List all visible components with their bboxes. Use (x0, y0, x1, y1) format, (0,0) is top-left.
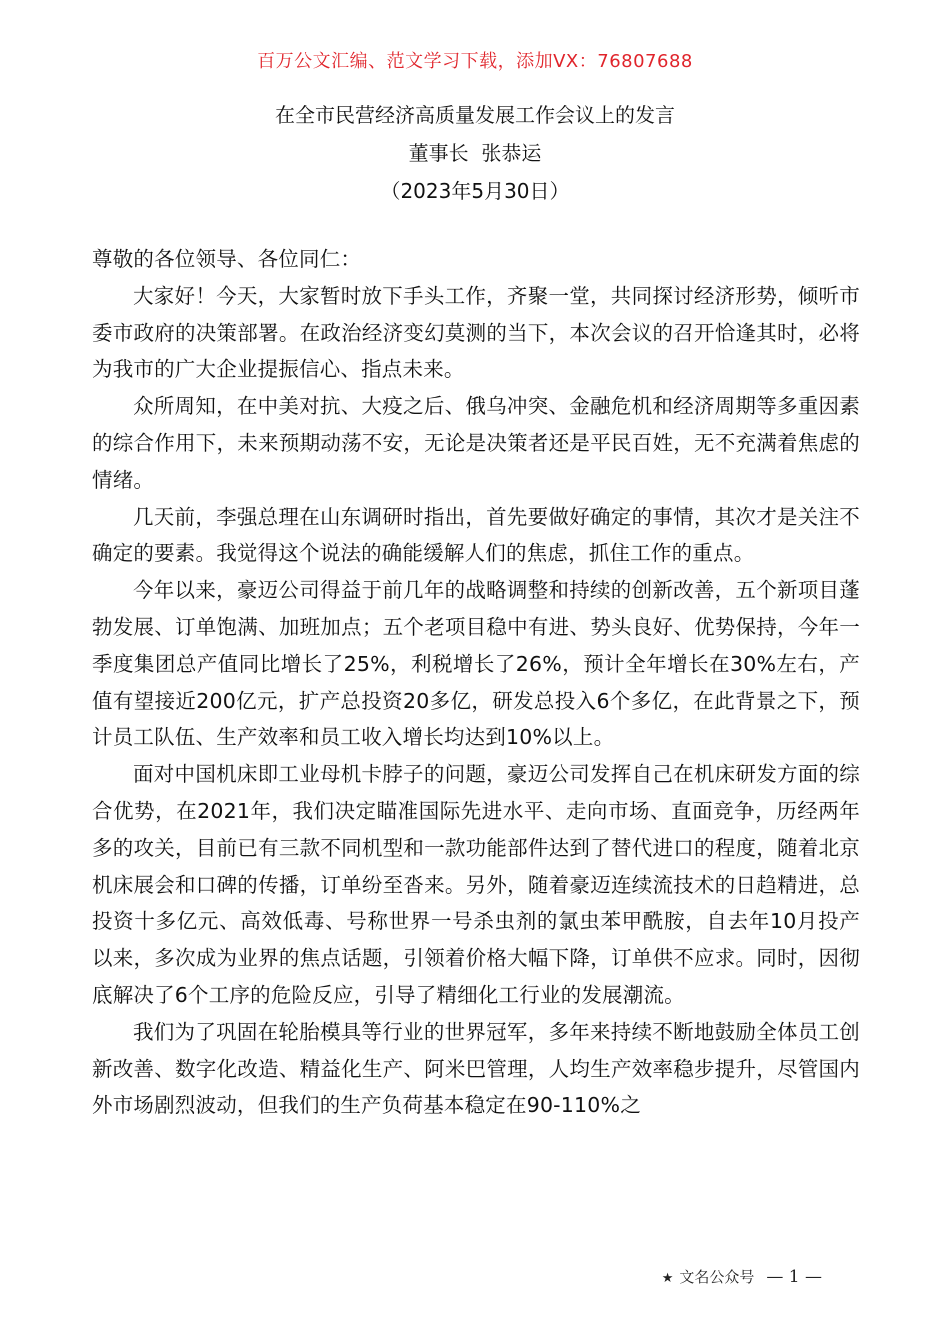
paragraph: 面对中国机床即工业母机卡脖子的问题，豪迈公司发挥自己在机床研发方面的综合优势，在2021年，我们决定瞄准国际先进水平、走向市场、直面竞争，历经两年多的攻关，目前已有三款不同机型和一款功能部件达到了替代进口的程度，随着北京机床展会和口碑的传播，订单纷至沓来。另外，随着豪迈连续流技术的日趋精进，总投资十多亿元、高效低毒、号称世界一号杀虫剂的氯虫苯甲酰胺，自去年10月投产以来，多次成为业界的焦点话题，引领着价格大幅下降，订单供不应求。同时，因彻底解决了6个工序的危险反应，引导了精细化工行业的发展潮流。 (92, 762, 860, 1007)
paragraph: 我们为了巩固在轮胎模具等行业的世界冠军，多年来持续不断地鼓励全体员工创新改善、数字化改造、精益化生产、阿米巴管理，人均生产效率稳步提升，尽管国内外市场剧烈波动，但我们的生产负荷基本稳定在90-110%之 (92, 1019, 860, 1118)
date-line: （2023年5月30日） (380, 179, 570, 203)
title-block (0, 96, 950, 210)
speech-body (92, 241, 860, 1124)
paragraph: 今年以来，豪迈公司得益于前几年的战略调整和持续的创新改善，五个新项目蓬勃发展、订单饱满、加班加点；五个老项目稳中有进、势头良好、优势保持，今年一季度集团总产值同比增长了25%，利税增长了26%，预计全年增长在30%左右，产值有望接近200亿元，扩产总投资20多亿，研发总投入6个多亿，在此背景之下，预计员工队伍、生产效率和员工收入增长均达到10%以上。 (92, 578, 860, 750)
page-footer (662, 1266, 822, 1287)
promo-banner: 百万公文汇编、范文学习下载，添加VX：76807688 (257, 51, 693, 72)
greeting: 尊敬的各位领导、各位同仁： (92, 247, 362, 271)
speaker-line: 董事长 张恭运 (408, 141, 542, 165)
document-title: 在全市民营经济高质量发展工作会议上的发言 (275, 103, 675, 127)
paragraph: 大家好！今天，大家暂时放下手头工作，齐聚一堂，共同探讨经济形势，倾听市委市政府的决策部署。在政治经济变幻莫测的当下，本次会议的召开恰逢其时，必将为我市的广大企业提振信心、指点未来。 (92, 283, 860, 382)
paragraph: 几天前，李强总理在山东调研时指出，首先要做好确定的事情，其次才是关注不确定的要素。我觉得这个说法的确能缓解人们的焦虑，抓住工作的重点。 (92, 504, 860, 566)
paragraph: 众所周知，在中美对抗、大疫之后、俄乌冲突、金融危机和经济周期等多重因素的综合作用下，未来预期动荡不安，无论是决策者还是平民百姓，无不充满着焦虑的情绪。 (92, 394, 860, 492)
footer-source: 文名公众号 (679, 1268, 755, 1286)
star-icon: ★ (661, 1271, 674, 1286)
page-number: — 1 — (766, 1267, 822, 1287)
